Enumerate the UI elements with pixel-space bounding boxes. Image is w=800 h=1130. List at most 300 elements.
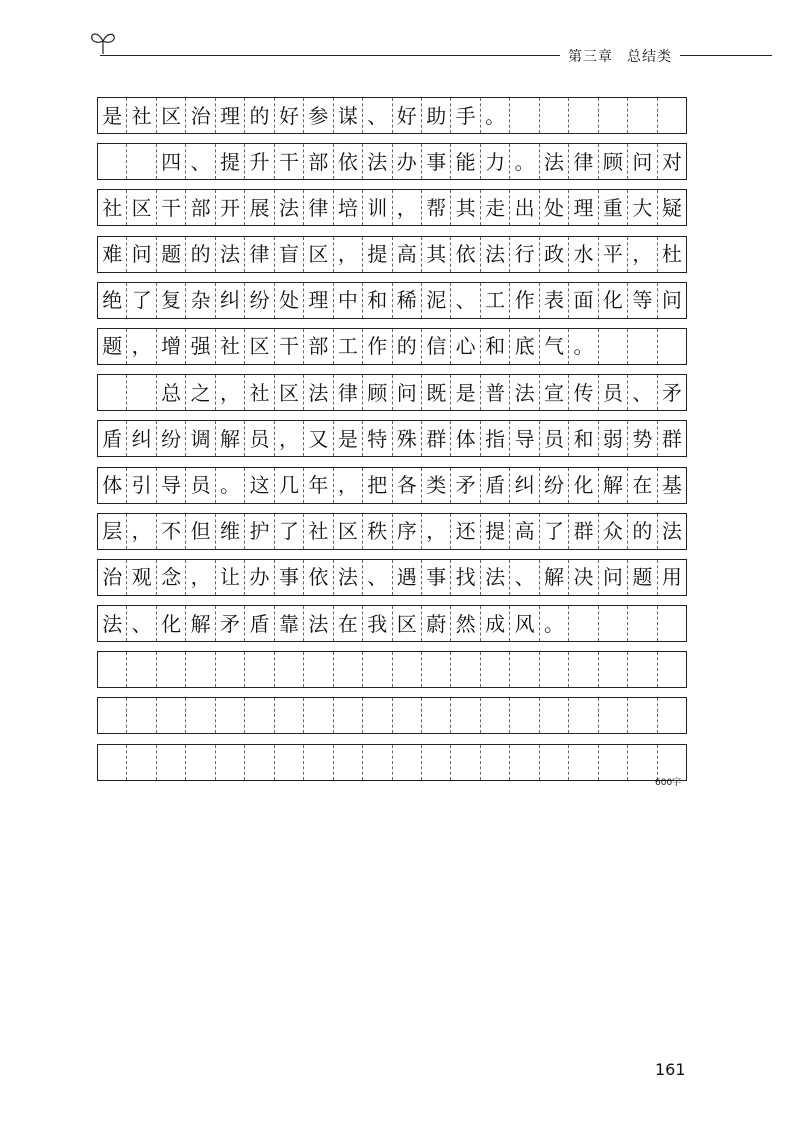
grid-cell: 在 xyxy=(628,468,657,503)
grid-cell: 了 xyxy=(127,283,156,318)
grid-cell: 群 xyxy=(569,514,598,549)
grid-cell: 的 xyxy=(393,329,422,364)
grid-cell xyxy=(245,698,274,733)
page-number: 161 xyxy=(655,1060,686,1079)
grid-cell: 区 xyxy=(157,98,186,133)
grid-cell: 传 xyxy=(569,375,598,410)
grid-cell xyxy=(334,652,363,687)
grid-cell: 平 xyxy=(599,237,628,272)
grid-cell: 维 xyxy=(216,514,245,549)
grid-cell xyxy=(98,745,127,780)
grid-row xyxy=(97,651,687,688)
grid-cell xyxy=(569,98,598,133)
grid-cell: 作 xyxy=(363,329,392,364)
grid-cell: ， xyxy=(275,421,304,456)
grid-cell: 法 xyxy=(304,375,333,410)
grid-cell: 其 xyxy=(422,237,451,272)
grid-cell xyxy=(127,698,156,733)
grid-cell: 层 xyxy=(98,514,127,549)
grid-cell xyxy=(275,698,304,733)
grid-cell: 区 xyxy=(393,606,422,641)
grid-cell: 群 xyxy=(422,421,451,456)
grid-cell: 导 xyxy=(510,421,539,456)
grid-cell: 、 xyxy=(363,560,392,595)
grid-cell xyxy=(658,652,686,687)
grid-cell: 盾 xyxy=(98,421,127,456)
grid-cell: 盾 xyxy=(245,606,274,641)
page-header xyxy=(0,0,800,80)
grid-row xyxy=(97,143,687,180)
grid-cell: 、 xyxy=(186,144,215,179)
grid-cell: ， xyxy=(334,237,363,272)
grid-cell: 作 xyxy=(510,283,539,318)
grid-cell: 办 xyxy=(393,144,422,179)
grid-row xyxy=(97,328,687,365)
grid-cell: 纷 xyxy=(157,421,186,456)
grid-cell: 强 xyxy=(186,329,215,364)
grid-cell: 依 xyxy=(334,144,363,179)
sprout-icon xyxy=(88,26,118,56)
grid-cell: 好 xyxy=(275,98,304,133)
grid-cell: 帮 xyxy=(422,190,451,225)
grid-row xyxy=(97,744,687,781)
grid-cell: 和 xyxy=(569,421,598,456)
grid-cell: 化 xyxy=(157,606,186,641)
grid-cell: 工 xyxy=(481,283,510,318)
grid-cell: 这 xyxy=(245,468,274,503)
grid-cell: 干 xyxy=(275,144,304,179)
grid-cell xyxy=(275,652,304,687)
grid-cell: 律 xyxy=(304,190,333,225)
grid-cell: 工 xyxy=(334,329,363,364)
grid-cell xyxy=(245,745,274,780)
grid-cell xyxy=(540,652,569,687)
grid-cell xyxy=(569,606,598,641)
grid-cell: 理 xyxy=(216,98,245,133)
grid-cell: 风 xyxy=(510,606,539,641)
grid-cell: 体 xyxy=(451,421,480,456)
grid-cell: 题 xyxy=(157,237,186,272)
grid-cell: 化 xyxy=(599,283,628,318)
grid-cell: 干 xyxy=(157,190,186,225)
grid-cell: 盾 xyxy=(481,468,510,503)
grid-cell xyxy=(304,652,333,687)
grid-cell: 手 xyxy=(451,98,480,133)
grid-cell: 纠 xyxy=(510,468,539,503)
grid-cell: 疑 xyxy=(661,195,682,220)
grid-cell: 社 xyxy=(216,329,245,364)
grid-cell xyxy=(186,698,215,733)
grid-cell xyxy=(481,698,510,733)
grid-cell: 事 xyxy=(422,560,451,595)
grid-cell xyxy=(98,652,127,687)
grid-cell: 普 xyxy=(481,375,510,410)
grid-cell: 众 xyxy=(599,514,628,549)
grid-cell: 几 xyxy=(275,468,304,503)
grid-cell: 基 xyxy=(661,473,682,497)
grid-cell: 处 xyxy=(275,283,304,318)
grid-cell: 纠 xyxy=(127,421,156,456)
grid-cell: 又 xyxy=(304,421,333,456)
grid-cell xyxy=(157,652,186,687)
grid-cell: 社 xyxy=(127,98,156,133)
grid-cell: 和 xyxy=(481,329,510,364)
grid-cell: 员 xyxy=(245,421,274,456)
grid-row xyxy=(97,513,687,550)
grid-cell: 了 xyxy=(540,514,569,549)
grid-cell: 问 xyxy=(599,560,628,595)
grid-cell xyxy=(569,745,598,780)
grid-cell: 提 xyxy=(481,514,510,549)
grid-cell: 然 xyxy=(451,606,480,641)
grid-cell: 成 xyxy=(481,606,510,641)
grid-cell: 区 xyxy=(127,190,156,225)
grid-cell: 指 xyxy=(481,421,510,456)
grid-cell: 、 xyxy=(628,375,657,410)
grid-cell xyxy=(599,606,628,641)
grid-cell xyxy=(304,698,333,733)
grid-cell: 能 xyxy=(451,144,480,179)
chapter-heading xyxy=(560,46,680,66)
grid-cell xyxy=(451,698,480,733)
grid-cell: 气 xyxy=(540,329,569,364)
grid-row xyxy=(97,467,687,504)
grid-cell: 稀 xyxy=(393,283,422,318)
grid-cell xyxy=(540,98,569,133)
grid-cell xyxy=(599,698,628,733)
grid-cell xyxy=(393,698,422,733)
grid-cell xyxy=(334,698,363,733)
grid-row xyxy=(97,374,687,411)
grid-cell: 部 xyxy=(304,144,333,179)
grid-cell: 。 xyxy=(510,144,539,179)
grid-cell: 法 xyxy=(304,606,333,641)
grid-cell: 杂 xyxy=(186,283,215,318)
category-label: 总结类 xyxy=(627,49,672,65)
grid-cell: 好 xyxy=(393,98,422,133)
grid-cell: 法 xyxy=(98,606,127,641)
grid-cell: 的 xyxy=(186,237,215,272)
grid-cell xyxy=(628,698,657,733)
grid-cell: 护 xyxy=(245,514,274,549)
grid-cell: 决 xyxy=(569,560,598,595)
grid-cell: 提 xyxy=(216,144,245,179)
grid-cell: ， xyxy=(334,468,363,503)
grid-cell: 干 xyxy=(275,329,304,364)
grid-cell: 用 xyxy=(661,565,682,590)
grid-cell: 治 xyxy=(98,560,127,595)
grid-cell: 区 xyxy=(304,237,333,272)
grid-cell: 在 xyxy=(334,606,363,641)
grid-cell: 解 xyxy=(216,421,245,456)
grid-cell: 法 xyxy=(334,560,363,595)
grid-cell: 还 xyxy=(451,514,480,549)
grid-cell: 社 xyxy=(304,514,333,549)
grid-cell xyxy=(127,745,156,780)
grid-cell xyxy=(127,652,156,687)
grid-row xyxy=(97,605,687,642)
grid-cell: 顾 xyxy=(363,375,392,410)
grid-cell xyxy=(98,375,127,410)
grid-cell xyxy=(275,745,304,780)
grid-cell: 纠 xyxy=(216,283,245,318)
grid-cell: 年 xyxy=(304,468,333,503)
grid-cell: 律 xyxy=(569,144,598,179)
grid-cell: 顾 xyxy=(599,144,628,179)
grid-cell: 之 xyxy=(186,375,215,410)
grid-cell xyxy=(216,652,245,687)
grid-cell: 泥 xyxy=(422,283,451,318)
grid-cell: 处 xyxy=(540,190,569,225)
grid-cell: 理 xyxy=(304,283,333,318)
grid-cell: 。 xyxy=(481,98,510,133)
grid-cell: 念 xyxy=(157,560,186,595)
grid-cell xyxy=(658,98,686,133)
grid-cell: 是 xyxy=(98,98,127,133)
grid-cell: ， xyxy=(216,375,245,410)
composition-grid xyxy=(97,97,687,790)
grid-cell: 的 xyxy=(245,98,274,133)
grid-row xyxy=(97,420,687,457)
grid-cell: 遇 xyxy=(393,560,422,595)
grid-cell: 法 xyxy=(481,560,510,595)
grid-cell: 矛 xyxy=(661,380,682,405)
grid-cell: 是 xyxy=(451,375,480,410)
grid-row xyxy=(97,559,687,596)
grid-cell: 法 xyxy=(661,519,682,544)
grid-cell xyxy=(393,652,422,687)
grid-cell xyxy=(599,745,628,780)
grid-cell xyxy=(658,329,686,364)
grid-cell: 绝 xyxy=(98,283,127,318)
grid-cell: 。 xyxy=(540,606,569,641)
grid-cell: 群 xyxy=(661,426,682,451)
grid-cell xyxy=(216,745,245,780)
grid-cell: 纷 xyxy=(245,283,274,318)
grid-cell xyxy=(599,329,628,364)
grid-cell: 政 xyxy=(540,237,569,272)
grid-cell: 训 xyxy=(363,190,392,225)
grid-cell: 、 xyxy=(451,283,480,318)
grid-cell xyxy=(98,698,127,733)
grid-cell xyxy=(186,745,215,780)
grid-cell: 杜 xyxy=(661,242,682,267)
grid-cell: 。 xyxy=(216,468,245,503)
grid-cell: 四 xyxy=(157,144,186,179)
grid-cell: 矛 xyxy=(216,606,245,641)
grid-cell xyxy=(569,698,598,733)
grid-cell xyxy=(127,375,156,410)
grid-cell: 类 xyxy=(422,468,451,503)
grid-cell: ， xyxy=(127,329,156,364)
grid-cell: 把 xyxy=(363,468,392,503)
grid-cell: 总 xyxy=(157,375,186,410)
grid-cell: 盲 xyxy=(275,237,304,272)
grid-cell xyxy=(393,745,422,780)
grid-cell: 事 xyxy=(275,560,304,595)
grid-cell: 高 xyxy=(393,237,422,272)
grid-cell: 题 xyxy=(628,560,657,595)
grid-cell: 大 xyxy=(628,190,657,225)
grid-cell: 律 xyxy=(245,237,274,272)
grid-cell: 参 xyxy=(304,98,333,133)
grid-cell: 、 xyxy=(127,606,156,641)
grid-cell: 理 xyxy=(569,190,598,225)
grid-cell xyxy=(304,745,333,780)
grid-cell xyxy=(422,652,451,687)
word-count-marker: 600字 xyxy=(655,778,682,788)
grid-cell: 化 xyxy=(569,468,598,503)
grid-cell: 我 xyxy=(363,606,392,641)
grid-cell xyxy=(422,745,451,780)
grid-cell: 问 xyxy=(628,144,657,179)
grid-cell: 法 xyxy=(510,375,539,410)
grid-cell: 社 xyxy=(245,375,274,410)
grid-cell: 高 xyxy=(510,514,539,549)
grid-cell: 社 xyxy=(98,190,127,225)
grid-cell: 弱 xyxy=(599,421,628,456)
grid-cell xyxy=(481,652,510,687)
grid-cell: 面 xyxy=(569,283,598,318)
grid-cell xyxy=(98,144,127,179)
grid-cell: 的 xyxy=(628,514,657,549)
grid-cell: 法 xyxy=(540,144,569,179)
grid-cell: 员 xyxy=(599,375,628,410)
grid-cell xyxy=(186,652,215,687)
grid-cell: 依 xyxy=(451,237,480,272)
grid-cell: 调 xyxy=(186,421,215,456)
grid-cell xyxy=(599,98,628,133)
grid-cell xyxy=(658,606,686,641)
grid-cell xyxy=(628,98,657,133)
grid-cell: 蔚 xyxy=(422,606,451,641)
grid-cell xyxy=(540,745,569,780)
grid-cell: 信 xyxy=(422,329,451,364)
grid-cell: 、 xyxy=(510,560,539,595)
grid-cell: 展 xyxy=(245,190,274,225)
grid-cell: 办 xyxy=(245,560,274,595)
grid-cell: 律 xyxy=(334,375,363,410)
grid-cell xyxy=(157,745,186,780)
grid-cell: 对 xyxy=(661,149,682,174)
grid-cell: 靠 xyxy=(275,606,304,641)
grid-cell: 开 xyxy=(216,190,245,225)
grid-cell xyxy=(510,652,539,687)
grid-cell: 培 xyxy=(334,190,363,225)
grid-cell: 底 xyxy=(510,329,539,364)
grid-cell: ， xyxy=(127,514,156,549)
grid-cell: 体 xyxy=(98,468,127,503)
grid-cell: 是 xyxy=(334,421,363,456)
grid-cell xyxy=(363,745,392,780)
grid-cell xyxy=(451,745,480,780)
grid-cell xyxy=(127,144,156,179)
grid-cell xyxy=(540,698,569,733)
grid-cell: 复 xyxy=(157,283,186,318)
grid-cell: 员 xyxy=(540,421,569,456)
grid-cell: 助 xyxy=(422,98,451,133)
grid-cell: 等 xyxy=(628,283,657,318)
grid-cell: 法 xyxy=(275,190,304,225)
grid-cell: 纷 xyxy=(540,468,569,503)
grid-cell xyxy=(422,698,451,733)
grid-cell: 心 xyxy=(451,329,480,364)
grid-cell xyxy=(363,698,392,733)
grid-cell xyxy=(628,745,657,780)
grid-cell: 让 xyxy=(216,560,245,595)
grid-cell: 问 xyxy=(661,288,682,313)
grid-cell: 治 xyxy=(186,98,215,133)
grid-cell: 谋 xyxy=(334,98,363,133)
grid-cell: 、 xyxy=(363,98,392,133)
grid-cell: 法 xyxy=(363,144,392,179)
grid-cell xyxy=(334,745,363,780)
grid-cell: 行 xyxy=(510,237,539,272)
grid-cell: 找 xyxy=(451,560,480,595)
grid-cell: 力 xyxy=(481,144,510,179)
grid-cell: 特 xyxy=(363,421,392,456)
grid-cell: ， xyxy=(393,190,422,225)
grid-cell xyxy=(481,745,510,780)
grid-cell: 增 xyxy=(157,329,186,364)
grid-row xyxy=(97,236,687,273)
grid-cell: 观 xyxy=(127,560,156,595)
grid-cell xyxy=(628,652,657,687)
grid-cell: 解 xyxy=(540,560,569,595)
grid-cell: 各 xyxy=(393,468,422,503)
grid-cell xyxy=(510,745,539,780)
grid-cell: 部 xyxy=(304,329,333,364)
chapter-label: 第三章 xyxy=(568,49,613,65)
grid-cell xyxy=(628,606,657,641)
grid-cell: 法 xyxy=(481,237,510,272)
grid-cell: 中 xyxy=(334,283,363,318)
grid-cell: 序 xyxy=(393,514,422,549)
grid-cell: 区 xyxy=(334,514,363,549)
grid-cell: 题 xyxy=(98,329,127,364)
grid-cell xyxy=(658,698,686,733)
grid-cell: 员 xyxy=(186,468,215,503)
grid-cell xyxy=(157,698,186,733)
grid-cell: 其 xyxy=(451,190,480,225)
grid-cell xyxy=(599,652,628,687)
grid-cell: ， xyxy=(186,560,215,595)
grid-cell: 部 xyxy=(186,190,215,225)
grid-cell: 问 xyxy=(393,375,422,410)
grid-cell: 解 xyxy=(186,606,215,641)
grid-cell xyxy=(569,652,598,687)
grid-cell: 既 xyxy=(422,375,451,410)
grid-cell: 提 xyxy=(363,237,392,272)
grid-row xyxy=(97,697,687,734)
grid-cell xyxy=(510,98,539,133)
grid-cell: 。 xyxy=(569,329,598,364)
grid-cell: 宣 xyxy=(540,375,569,410)
grid-row xyxy=(97,282,687,319)
grid-row xyxy=(97,189,687,226)
grid-row xyxy=(97,97,687,134)
grid-cell: 导 xyxy=(157,468,186,503)
grid-cell: 和 xyxy=(363,283,392,318)
grid-cell xyxy=(245,652,274,687)
grid-cell: 表 xyxy=(540,283,569,318)
grid-cell: 了 xyxy=(275,514,304,549)
grid-cell: 依 xyxy=(304,560,333,595)
grid-cell xyxy=(510,698,539,733)
grid-cell: ， xyxy=(422,514,451,549)
grid-cell: 殊 xyxy=(393,421,422,456)
grid-cell: 区 xyxy=(245,329,274,364)
